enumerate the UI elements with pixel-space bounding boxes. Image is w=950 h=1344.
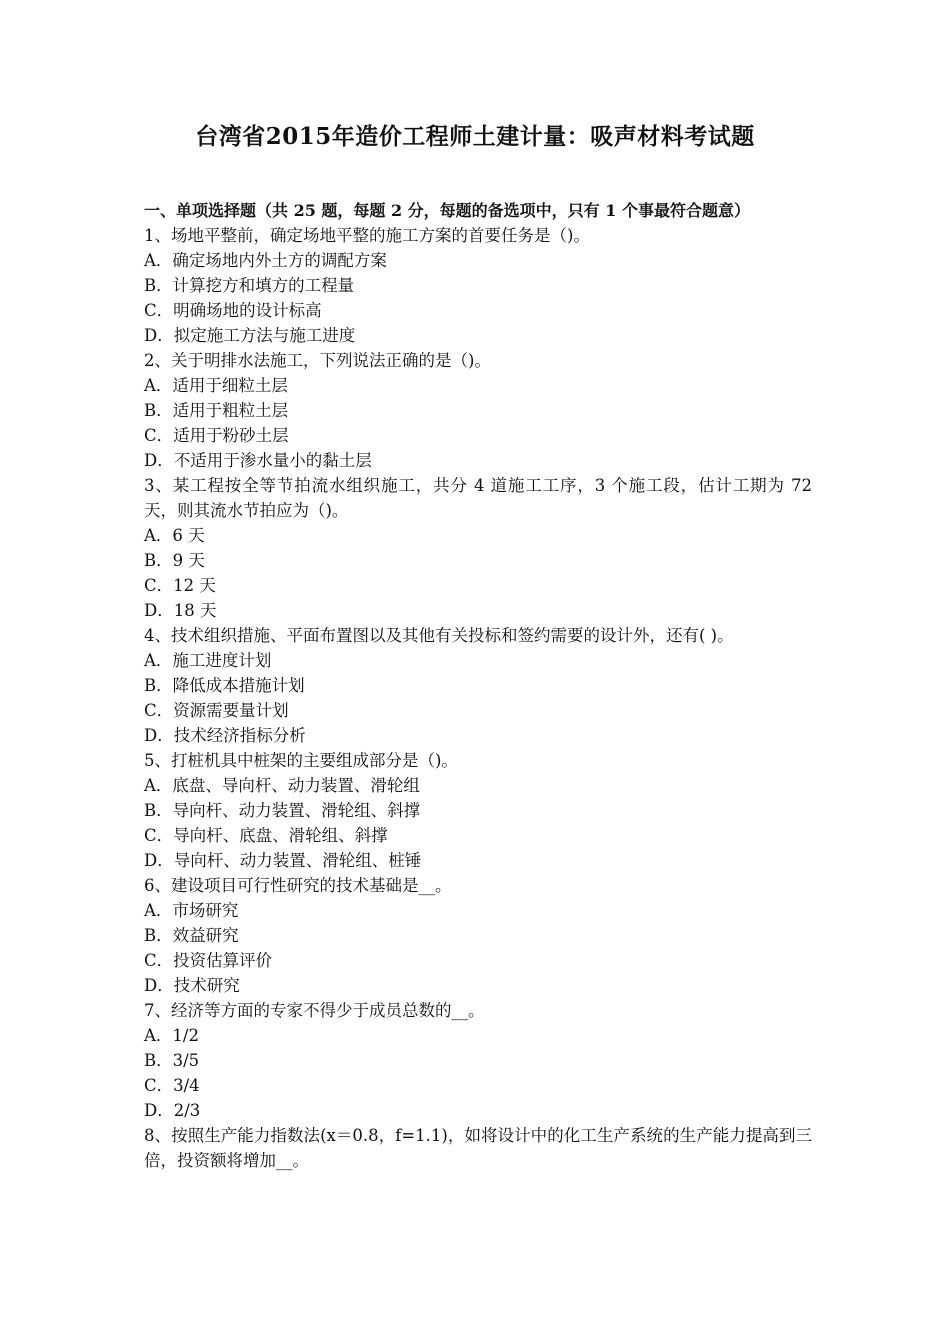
option-c: C．导向杆、底盘、滑轮组、斜撑	[144, 826, 388, 845]
question-6	[144, 873, 812, 998]
option-a: A．适用于细粒土层	[144, 376, 288, 395]
option-d: D．拟定施工方法与施工进度	[144, 326, 356, 345]
option-b: B．适用于粗粒土层	[144, 401, 289, 420]
option-d: D．技术经济指标分析	[144, 726, 306, 745]
option-d: D．技术研究	[144, 976, 240, 995]
option-d: D．18 天	[144, 601, 217, 620]
option-b: B．效益研究	[144, 926, 239, 945]
option-a: A．施工进度计划	[144, 651, 272, 670]
option-a: A．确定场地内外土方的调配方案	[144, 251, 387, 270]
question-stem: 2、关于明排水法施工，下列说法正确的是（)。	[144, 351, 491, 370]
document-body	[144, 198, 812, 1173]
option-c: C．资源需要量计划	[144, 701, 289, 720]
section-heading: 一、单项选择题（共 25 题，每题 2 分，每题的备选项中，只有 1 个事最符合题意）	[144, 201, 750, 220]
question-stem: 4、技术组织措施、平面布置图以及其他有关投标和签约需要的设计外，还有( )。	[144, 626, 734, 645]
option-b: B．3/5	[144, 1051, 200, 1070]
question-4	[144, 623, 812, 748]
option-a: A．市场研究	[144, 901, 239, 920]
document-title: 台湾省2015年造价工程师土建计量：吸声材料考试题	[195, 123, 755, 150]
option-c: C．投资估算评价	[144, 951, 273, 970]
question-3	[144, 473, 812, 623]
question-2	[144, 348, 812, 473]
option-c: C．12 天	[144, 576, 216, 595]
question-stem: 3、某工程按全等节拍流水组织施工，共分 4 道施工工序，3 个施工段，估计工期为 72 天，则其流水节拍应为（)。	[144, 476, 812, 520]
question-7	[144, 998, 812, 1123]
option-b: B．降低成本措施计划	[144, 676, 305, 695]
option-c: C．明确场地的设计标高	[144, 301, 322, 320]
question-1	[144, 223, 812, 348]
question-stem: 6、建设项目可行性研究的技术基础是__。	[144, 876, 452, 895]
option-b: B．导向杆、动力装置、滑轮组、斜撑	[144, 801, 421, 820]
option-b: B．9 天	[144, 551, 205, 570]
question-stem: 8、按照生产能力指数法(x＝0.8，f=1.1)，如将设计中的化工生产系统的生产能力提高到三倍，投资额将增加__。	[144, 1126, 812, 1170]
option-b: B．计算挖方和填方的工程量	[144, 276, 355, 295]
option-c: C．3/4	[144, 1076, 200, 1095]
question-5	[144, 748, 812, 873]
option-d: D．2/3	[144, 1101, 201, 1120]
option-c: C．适用于粉砂土层	[144, 426, 289, 445]
option-d: D．不适用于渗水量小的黏土层	[144, 451, 372, 470]
question-stem: 5、打桩机具中桩架的主要组成部分是（)。	[144, 751, 458, 770]
question-stem: 7、经济等方面的专家不得少于成员总数的__。	[144, 1001, 485, 1020]
option-d: D．导向杆、动力装置、滑轮组、桩锤	[144, 851, 422, 870]
option-a: A．1/2	[144, 1026, 199, 1045]
question-stem: 1、场地平整前，确定场地平整的施工方案的首要任务是（)。	[144, 226, 590, 245]
option-a: A．底盘、导向杆、动力装置、滑轮组	[144, 776, 420, 795]
question-8	[144, 1123, 812, 1173]
option-a: A．6 天	[144, 526, 205, 545]
